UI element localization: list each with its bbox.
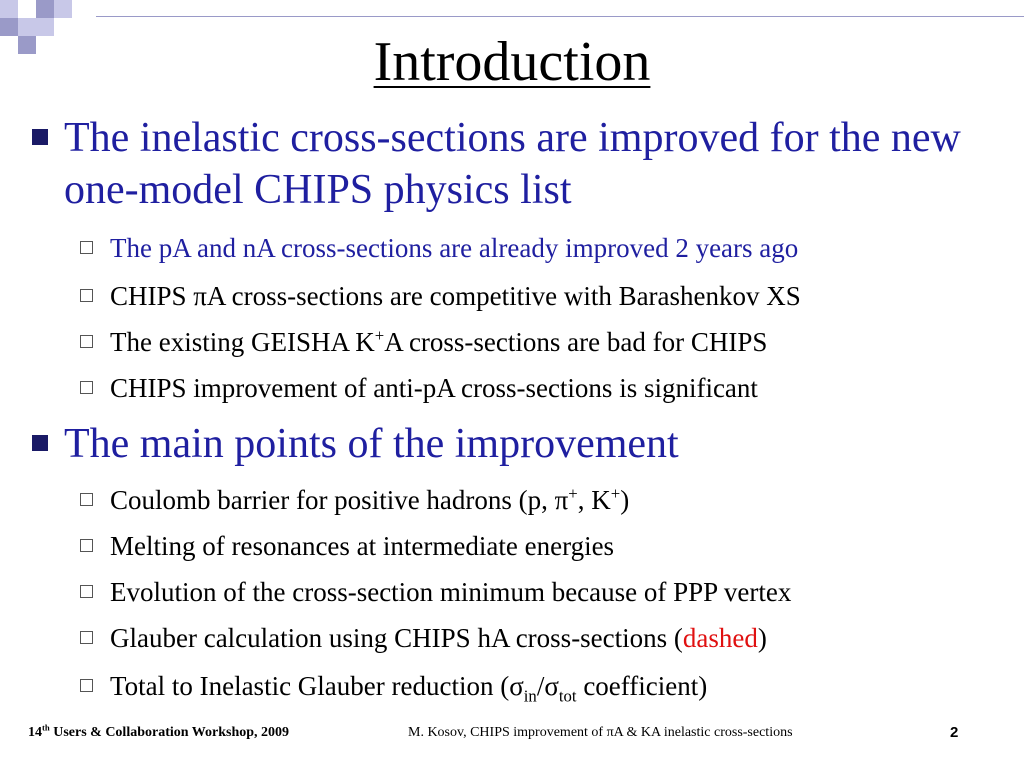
sub-bullet-text-cont: ) [757,623,767,653]
sub-bullet-2-4 [110,622,1010,654]
footer-event-text: Users & Collaboration Workshop, 2009 [49,725,290,740]
pi-symbol: π [554,485,569,515]
sub-bullet-text-cont: ) [620,485,630,515]
footer-event [28,722,290,741]
hollow-square-bullet-icon [80,679,93,692]
footer-author-text-cont: A & KA inelastic cross-sections [613,725,793,740]
hollow-square-bullet-icon [80,241,93,254]
superscript: + [610,484,621,503]
sub-bullet-2-3 [110,576,1010,608]
pi-symbol: π [193,281,207,311]
page-number: 2 [950,724,959,741]
sub-bullet-text: CHIPS [110,281,194,311]
superscript: + [568,484,578,503]
slide-title: Introduction [373,31,651,93]
sub-bullet-text: Melting of resonances at intermediate energies [110,531,615,561]
sigma-symbol: σ [544,671,559,701]
bullet-2-text: The main points of the improvement [64,421,679,467]
sub-bullet-text: Total to Inelastic Glauber reduction ( [110,671,510,701]
footer-author [408,725,793,741]
hollow-square-bullet-icon [80,381,93,394]
subscript: in [523,686,537,706]
sub-bullet-text: CHIPS improvement of anti-pA cross-sections is significant [110,373,758,403]
sub-bullet-2-1 [110,484,1010,516]
sub-bullet-1-2 [110,280,1010,312]
pi-symbol: π [606,725,614,740]
hollow-square-bullet-icon [80,539,93,552]
sub-bullet-text-cont: A cross-sections are competitive with Barashenkov XS [206,281,801,311]
sub-bullet-text: Evolution of the cross-section minimum because of PPP vertex [110,577,792,607]
bullet-1 [64,112,1004,216]
footer-event-num: 14 [28,725,42,740]
sub-bullet-2-5 [110,670,1010,706]
superscript: + [374,326,385,345]
sub-bullet-text: Coulomb barrier for positive hadrons (p, [110,485,555,515]
sub-bullet-1-1 [110,232,1010,264]
square-bullet-icon [32,435,48,451]
sub-bullet-text-cont: A cross-sections are bad for CHIPS [384,327,768,357]
hollow-square-bullet-icon [80,631,93,644]
sub-bullet-text: Glauber calculation using CHIPS hA cross-sections ( [110,623,683,653]
sigma-symbol: σ [509,671,524,701]
sub-bullet-1-4 [110,372,1010,404]
hollow-square-bullet-icon [80,493,93,506]
header-rule [96,16,1024,17]
slash: / [536,671,545,701]
subscript: tot [558,686,577,706]
bullet-2 [64,418,1004,470]
sub-bullet-text: The existing GEISHA K [110,327,375,357]
hollow-square-bullet-icon [80,289,93,302]
highlight-text: dashed [682,623,758,653]
superscript: th [42,722,50,733]
footer-author-text: M. Kosov, CHIPS improvement of [408,725,607,740]
bullet-1-text: The inelastic cross-sections are improved for the new one-model CHIPS physics list [64,115,961,213]
sub-bullet-1-3 [110,326,1010,358]
hollow-square-bullet-icon [80,335,93,348]
square-bullet-icon [32,129,48,145]
sub-bullet-text-mid: , K [577,485,611,515]
sub-bullet-2-2 [110,530,1010,562]
sub-bullet-text-cont: coefficient) [576,671,708,701]
hollow-square-bullet-icon [80,585,93,598]
sub-bullet-text: The pA and nA cross-sections are already improved 2 years ago [110,233,799,263]
